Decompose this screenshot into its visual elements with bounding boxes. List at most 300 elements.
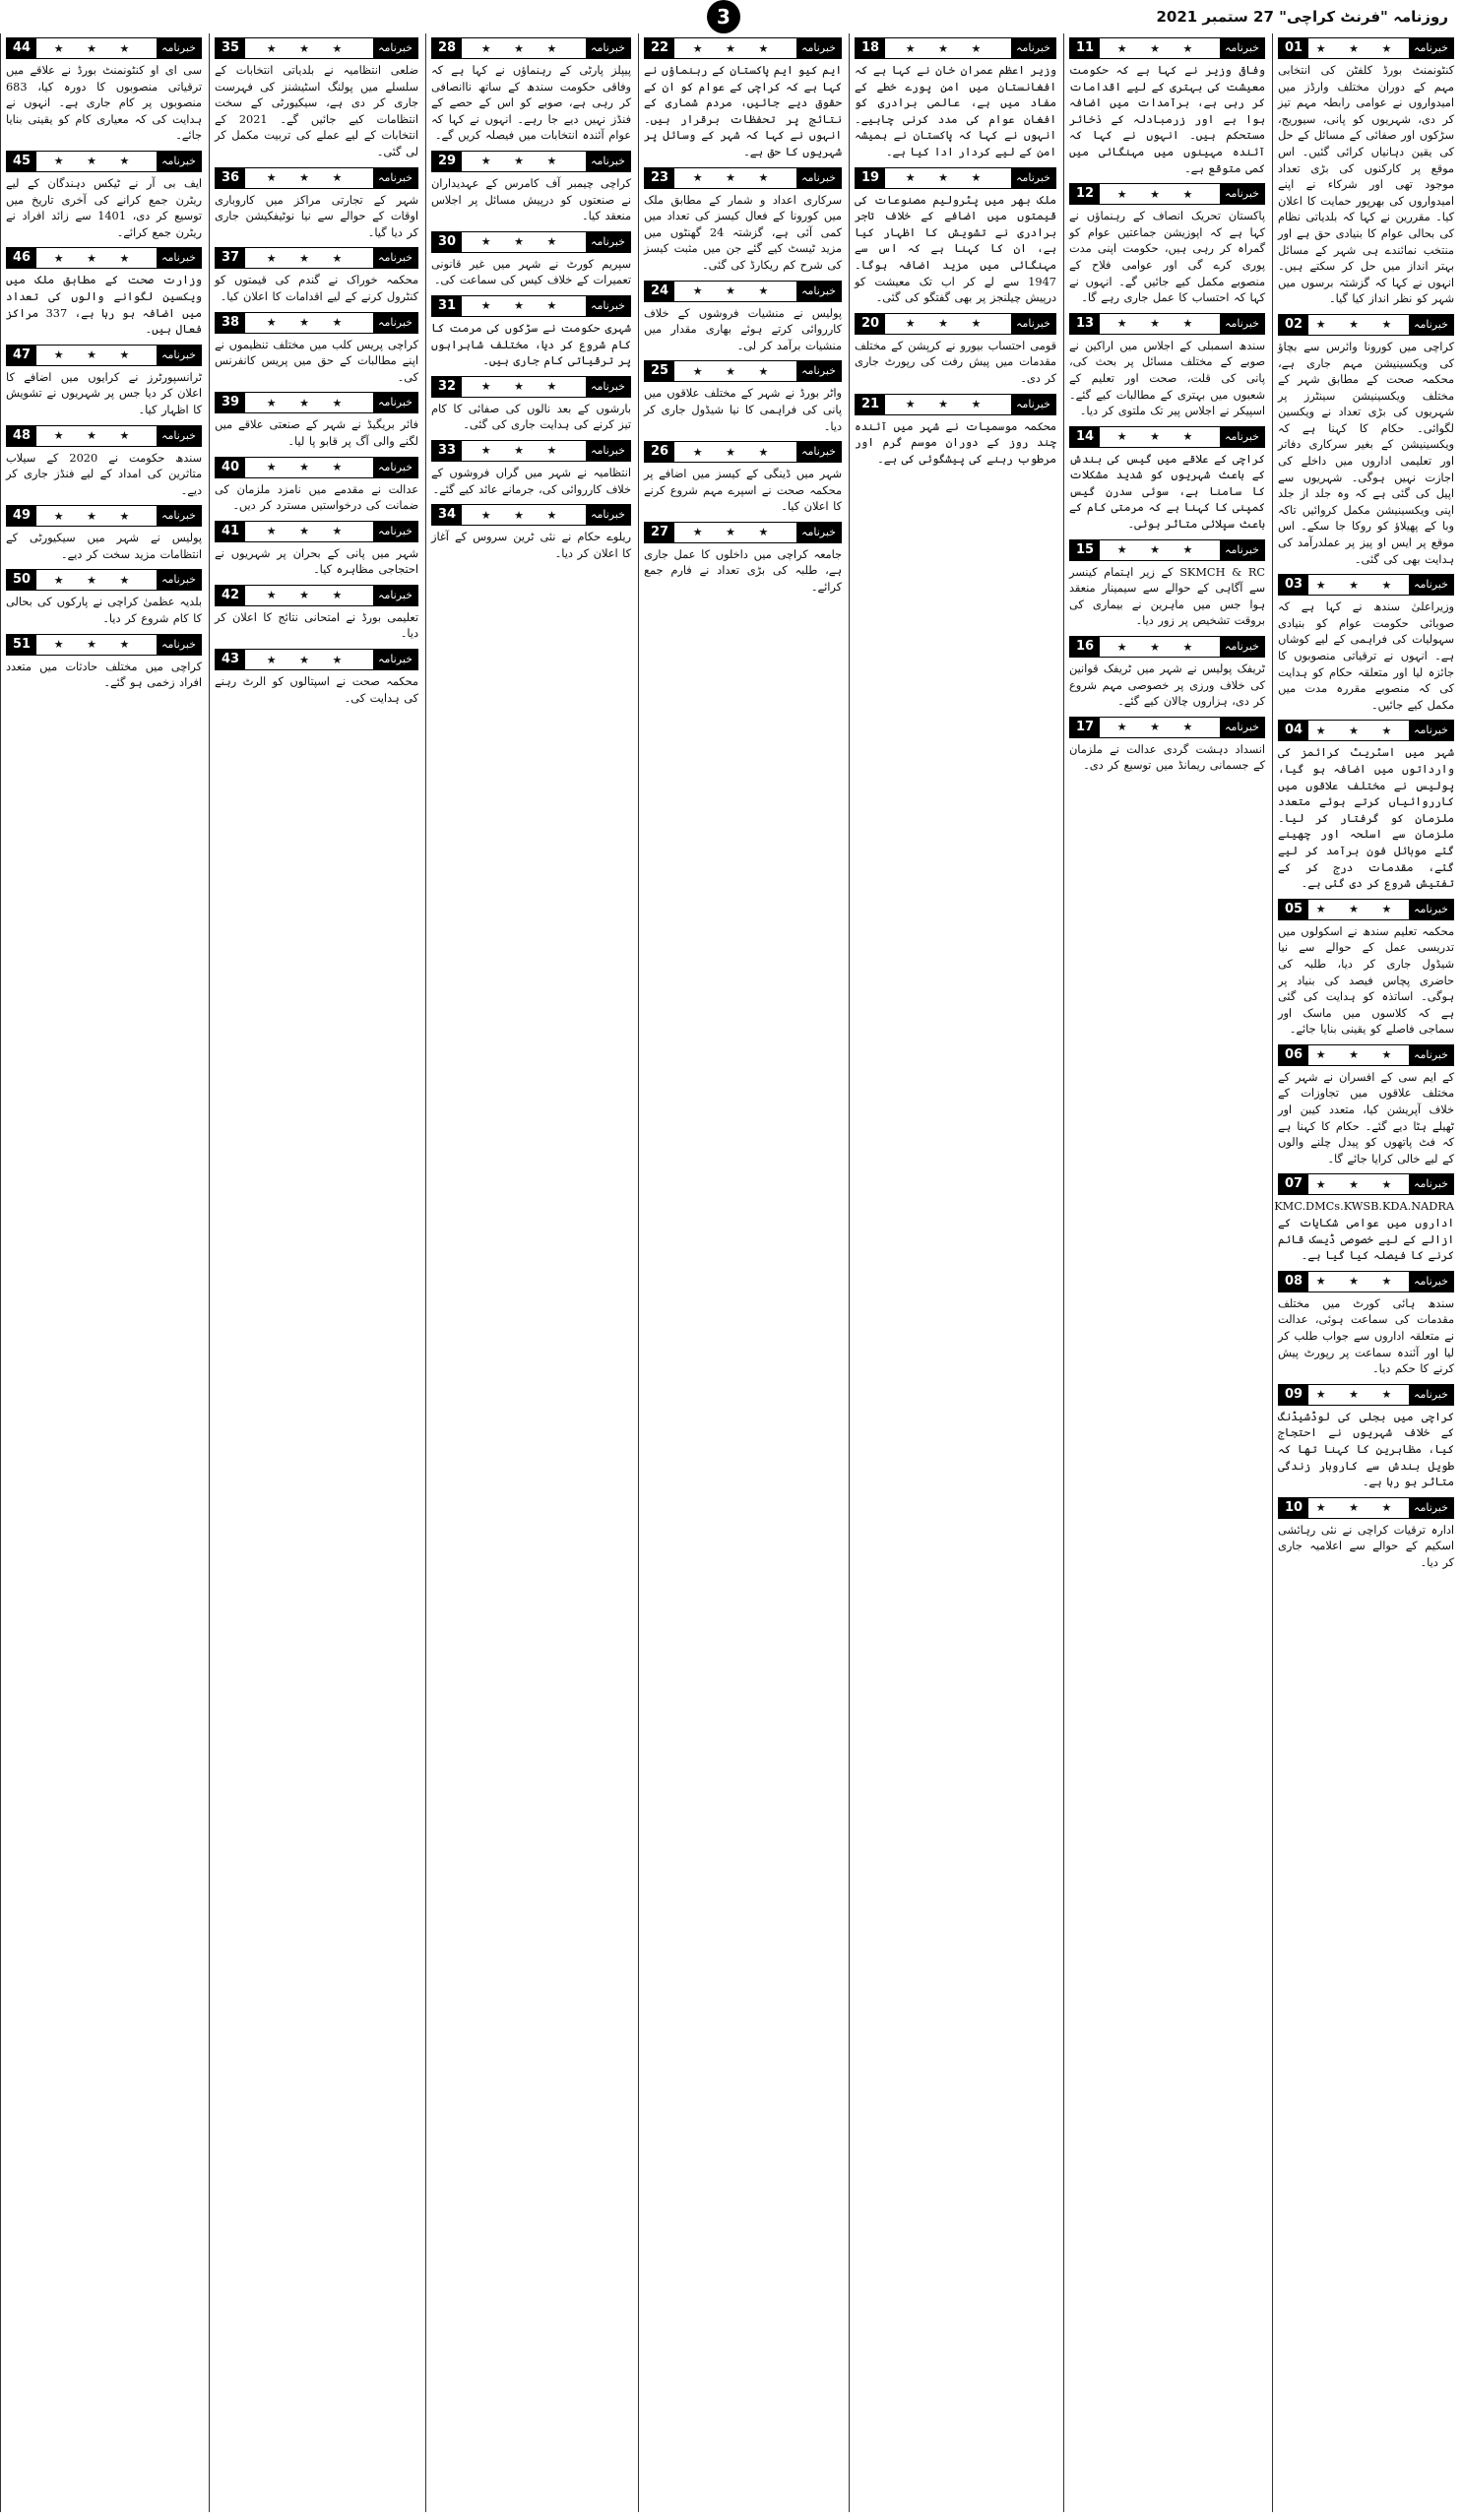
news-item-header [431, 295, 631, 317]
star-divider-icon: ★ ★ ★ [266, 171, 352, 185]
news-item-header [1069, 636, 1265, 658]
news-item-text: فائر بریگیڈ نے شہر کے صنعتی علاقے میں لگنے والی آگ پر قابو پا لیا۔ [215, 418, 418, 448]
news-item-tag: خبرنامہ [586, 505, 630, 525]
news-item-header [431, 151, 631, 172]
news-item-number: 37 [216, 248, 245, 268]
news-item-text: بلدیہ عظمیٰ کراچی نے پارکوں کی بحالی کا کام شروع کر دیا۔ [6, 596, 202, 626]
news-item-number: 24 [645, 282, 674, 301]
news-item [1274, 1173, 1454, 1264]
news-item [644, 360, 842, 435]
news-item-number: 38 [216, 313, 245, 333]
news-item [6, 151, 202, 241]
news-item-text: تعلیمی بورڈ نے امتحانی نتائج کا اعلان کر دیا۔ [215, 610, 418, 641]
news-item-header [1278, 314, 1454, 336]
news-item-header [6, 37, 202, 59]
news-item-text: کراچی میں کورونا وائرس سے بچاؤ کی ویکسینیشن مہم جاری ہے، محکمہ صحت کے مطابق شہر کے مختلف ویکسینیشن سینٹرز پر شہریوں کی بڑی تعداد نے ویکسین لگوائی۔ حکام کا کہنا ہے کہ ویکسینیشن کے بغیر سرکاری دفاتر اور تعلیمی اداروں میں داخلے کی اجازت نہیں ہوگی۔ شہریوں سے اپیل کی گئی ہے کہ وہ جلد از جلد اپنی ویکسینیشن مکمل کروائیں تاکہ وبا کے پھیلاؤ کو روکا جا سکے۔ اس موقع پر ایس او پیز پر عملدرآمد کی ہدایت بھی کی گئی۔ [1278, 340, 1454, 566]
news-item-text: سندھ حکومت نے 2020 کے سیلاب متاثرین کی امداد کے لیے فنڈز جاری کر دیے۔ [6, 451, 202, 497]
news-item [431, 231, 631, 289]
news-column [209, 33, 423, 2512]
news-item-number: 51 [7, 635, 36, 655]
news-item-header [1278, 1271, 1454, 1292]
news-item [855, 394, 1056, 469]
news-item-tag: خبرنامہ [796, 38, 841, 58]
news-item-tag: خبرنامہ [796, 168, 841, 188]
news-item-text: ادارہ ترقیات کراچی نے نئی رہائشی اسکیم کے حوالے سے اعلامیہ جاری کر دیا۔ [1278, 1523, 1454, 1569]
star-divider-icon: ★ ★ ★ [1315, 578, 1402, 592]
news-item-number: 28 [432, 38, 462, 58]
news-item [6, 634, 202, 692]
page-number: 3 [707, 0, 740, 33]
news-item [6, 569, 202, 627]
news-item-tag: خبرنامہ [157, 346, 201, 365]
news-item [431, 440, 631, 498]
news-item-number: 11 [1070, 38, 1100, 58]
news-item-tag: خبرنامہ [1409, 1498, 1453, 1518]
star-divider-icon: ★ ★ ★ [266, 525, 352, 538]
masthead [0, 0, 1462, 32]
news-item-tag: خبرنامہ [373, 38, 417, 58]
news-item [855, 37, 1056, 161]
news-item [1069, 717, 1265, 775]
news-item-tag: خبرنامہ [586, 441, 630, 461]
star-divider-icon: ★ ★ ★ [266, 461, 352, 473]
news-item-text: سرکاری اعداد و شمار کے مطابق ملک میں کورونا کے فعال کیسز کی تعداد میں کمی آئی ہے، گزشتہ 24 گھنٹوں میں مزید ٹیسٹ کیے گئے جن میں مثبت کیسز کی شرح کم ریکارڈ کی گئی۔ [644, 193, 842, 272]
news-item-header [215, 247, 418, 269]
news-item-number: 04 [1279, 721, 1308, 740]
news-item-number: 29 [432, 152, 462, 171]
news-item-number: 33 [432, 441, 462, 461]
star-divider-icon: ★ ★ ★ [266, 396, 352, 410]
news-item-text: شہر میں پانی کے بحران پر شہریوں نے احتجاجی مظاہرہ کیا۔ [215, 546, 418, 577]
news-item-text: محکمہ صحت نے اسپتالوں کو الرٹ رہنے کی ہدایت کی۔ [215, 675, 418, 705]
star-divider-icon: ★ ★ ★ [692, 364, 779, 378]
news-item-text: ریلوے حکام نے نئی ٹرین سروس کے آغاز کا اعلان کر دیا۔ [431, 531, 631, 560]
news-item-number: 23 [645, 168, 674, 188]
news-item [215, 37, 418, 161]
star-divider-icon: ★ ★ ★ [480, 41, 567, 55]
news-item-tag: خبرنامہ [1011, 168, 1055, 188]
news-item-header [1069, 717, 1265, 738]
news-column [849, 33, 1061, 2512]
news-item [215, 457, 418, 515]
news-item-number: 36 [216, 168, 245, 188]
news-item [1278, 1497, 1454, 1572]
news-item [215, 521, 418, 579]
news-item-tag: خبرنامہ [1409, 575, 1453, 595]
news-item [1069, 313, 1265, 420]
star-divider-icon: ★ ★ ★ [480, 508, 567, 522]
star-divider-icon: ★ ★ ★ [480, 444, 567, 458]
news-item [1278, 899, 1454, 1039]
news-item-tag: خبرنامہ [1220, 314, 1264, 334]
news-item-number: 03 [1279, 575, 1308, 595]
star-divider-icon: ★ ★ ★ [692, 526, 779, 539]
news-item-header [431, 376, 631, 398]
star-divider-icon: ★ ★ ★ [266, 316, 352, 330]
star-divider-icon: ★ ★ ★ [53, 251, 140, 265]
news-item [644, 441, 842, 516]
news-item-text: کراچی پریس کلب میں مختلف تنظیموں نے اپنے مطالبات کے حق میں پریس کانفرنس کی۔ [215, 338, 418, 384]
news-item [1278, 37, 1454, 308]
news-item-number: 01 [1279, 38, 1308, 58]
news-item-header [215, 37, 418, 59]
news-item-tag: خبرنامہ [1011, 314, 1055, 334]
news-item-text: وزارت صحت کے مطابق ملک میں ویکسین لگوانے والوں کی تعداد میں اضافہ ہو رہا ہے، 337 مراکز فعال ہیں۔ [6, 274, 202, 337]
news-item [431, 151, 631, 225]
news-item-number: 34 [432, 505, 462, 525]
star-divider-icon: ★ ★ ★ [1116, 41, 1203, 55]
star-divider-icon: ★ ★ ★ [53, 429, 140, 442]
news-item-tag: خبرنامہ [373, 393, 417, 412]
star-divider-icon: ★ ★ ★ [905, 317, 991, 331]
news-item-tag: خبرنامہ [1409, 721, 1453, 740]
news-item-number: 14 [1070, 427, 1100, 447]
news-item-header [215, 457, 418, 478]
news-item [1069, 426, 1265, 534]
news-item [431, 295, 631, 370]
news-item-tag: خبرنامہ [373, 458, 417, 477]
news-item-header [855, 167, 1056, 189]
news-item-header [431, 37, 631, 59]
news-item [6, 247, 202, 338]
news-item [431, 376, 631, 434]
star-divider-icon: ★ ★ ★ [480, 155, 567, 168]
news-item [431, 504, 631, 562]
news-item-tag: خبرنامہ [373, 248, 417, 268]
news-item [6, 345, 202, 419]
star-divider-icon: ★ ★ ★ [53, 509, 140, 523]
news-item-tag: خبرنامہ [1220, 718, 1264, 737]
news-item-number: 35 [216, 38, 245, 58]
news-item [855, 313, 1056, 388]
news-item-header [644, 37, 842, 59]
news-item-number: 18 [856, 38, 885, 58]
news-item-number: 08 [1279, 1272, 1308, 1292]
news-item-number: 32 [432, 377, 462, 397]
news-item-number: 39 [216, 393, 245, 412]
news-item [1278, 1384, 1454, 1491]
news-item [644, 522, 842, 597]
star-divider-icon: ★ ★ ★ [53, 41, 140, 55]
news-item [644, 37, 842, 161]
news-item-text: پاکستان تحریک انصاف کے رہنماؤں نے کہا ہے کہ اپوزیشن جماعتیں عوام کو گمراہ کر رہی ہیں، حکومت اپنی مدت پوری کرے گی اور عوامی فلاح کے منصوبے مکمل کیے جائیں گے۔ انہوں نے کہا کہ احتساب کا عمل جاری رہے گا۔ [1069, 210, 1265, 305]
news-item-tag: خبرنامہ [373, 586, 417, 605]
news-item-tag: خبرنامہ [157, 426, 201, 446]
star-divider-icon: ★ ★ ★ [53, 348, 140, 362]
star-divider-icon: ★ ★ ★ [1315, 1275, 1402, 1289]
news-item-tag: خبرنامہ [157, 152, 201, 171]
news-item-header [855, 37, 1056, 59]
news-item-text: کراچی کے علاقے میں گیس کی بندش کے باعث شہریوں کو شدید مشکلات کا سامنا ہے، سوئی سدرن گیس کمپنی کا کہنا ہے کہ مرمتی کام کے باعث سپلائی متاثر ہوئی۔ [1069, 452, 1265, 532]
news-item-tag: خبرنامہ [1011, 395, 1055, 414]
news-item-tag: خبرنامہ [157, 570, 201, 590]
news-item [215, 649, 418, 707]
news-item [644, 167, 842, 275]
news-item-number: 49 [7, 506, 36, 526]
news-item [215, 585, 418, 643]
star-divider-icon: ★ ★ ★ [266, 589, 352, 602]
news-item-tag: خبرنامہ [796, 523, 841, 542]
star-divider-icon: ★ ★ ★ [480, 380, 567, 394]
news-item-text: سندھ اسمبلی کے اجلاس میں اراکین نے صوبے کے مختلف مسائل پر بحث کی، پانی کی قلت، صحت اور تعلیم کے شعبوں میں بہتری کے مطالبات کیے گئے۔ اسپیکر نے اجلاس پیر تک ملتوی کر دیا۔ [1069, 339, 1265, 418]
news-item-tag: خبرنامہ [796, 361, 841, 381]
news-item-text: وفاقی وزیر نے کہا ہے کہ حکومت معیشت کی بہتری کے لیے اقدامات کر رہی ہے، برآمدات میں اضافہ ہوا ہے اور زرمبادلہ کے ذخائر مستحکم ہیں۔ انہوں نے کہا کہ آئندہ مہینوں میں مہنگائی میں کمی متوقع ہے۔ [1069, 64, 1265, 175]
news-item-text: شہری حکومت نے سڑکوں کی مرمت کا کام شروع کر دیا، مختلف شاہراہوں پر ترقیاتی کام جاری ہیں۔ [431, 321, 631, 368]
news-item-header [431, 440, 631, 462]
news-item-text: کے ایم سی کے افسران نے شہر کے مختلف علاقوں میں تجاوزات کے خلاف آپریشن کیا، متعدد کیبن اور ٹھیلے ہٹا دیے گئے۔ حکام کا کہنا ہے کہ فٹ پاتھوں کو پیدل چلنے والوں کے لیے خالی کرایا جائے گا۔ [1278, 1070, 1454, 1166]
news-item-number: 13 [1070, 314, 1100, 334]
news-item-header [1278, 1173, 1454, 1195]
news-item-header [215, 585, 418, 606]
news-item-header [215, 312, 418, 334]
news-item-text: ملک بھر میں پٹرولیم مصنوعات کی قیمتوں میں اضافے کے خلاف تاجر برادری نے تشویش کا اظہار کیا ہے، ان کا کہنا ہے کہ اس سے مہنگائی میں مزید اضافہ ہوگا۔ 1947 سے لے کر اب تک معیشت کو درپیش چیلنجز پر بھی گفتگو کی گئی۔ [855, 193, 1056, 305]
news-item-text: واٹر بورڈ نے شہر کے مختلف علاقوں میں پانی کی فراہمی کا نیا شیڈول جاری کر دیا۔ [644, 387, 842, 433]
news-item-number: 27 [645, 523, 674, 542]
news-item-header [1069, 37, 1265, 59]
star-divider-icon: ★ ★ ★ [1116, 543, 1203, 557]
news-item-text: قومی احتساب بیورو نے کرپشن کے مختلف مقدمات میں پیش رفت کی رپورٹ جاری کر دی۔ [855, 339, 1056, 385]
star-divider-icon: ★ ★ ★ [1315, 1048, 1402, 1062]
news-item-number: 43 [216, 650, 245, 669]
news-item-text: انسداد دہشت گردی عدالت نے ملزمان کے جسمانی ریمانڈ میں توسیع کر دی۔ [1069, 742, 1265, 773]
news-item-text: عدالت نے مقدمے میں نامزد ملزمان کی ضمانت کی درخواستیں مسترد کر دیں۔ [215, 482, 418, 513]
news-item-tag: خبرنامہ [1409, 1272, 1453, 1292]
news-item-header [6, 151, 202, 172]
news-item-text: انتظامیہ نے شہر میں گراں فروشوں کے خلاف کارروائی کی، جرمانے عائد کیے گئے۔ [431, 466, 631, 496]
news-item-number: 47 [7, 346, 36, 365]
news-item-tag: خبرنامہ [157, 248, 201, 268]
news-item-text: کراچی میں مختلف حادثات میں متعدد افراد زخمی ہو گئے۔ [6, 660, 202, 690]
star-divider-icon: ★ ★ ★ [1116, 721, 1203, 734]
news-item-number: 30 [432, 232, 462, 252]
news-item [1278, 574, 1454, 714]
news-item-number: 46 [7, 248, 36, 268]
news-item-tag: خبرنامہ [157, 635, 201, 655]
news-item-tag: خبرنامہ [1409, 1174, 1453, 1194]
news-item-header [1069, 539, 1265, 561]
news-item-text: وزیر اعظم عمران خان نے کہا ہے کہ افغانستان میں امن پورے خطے کے مفاد میں ہے، عالمی برادری کو افغان عوام کی مدد کرنی چاہیے۔ انہوں نے کہا کہ پاکستان نے ہمیشہ امن کے لیے کردار ادا کیا ہے۔ [855, 64, 1056, 158]
star-divider-icon: ★ ★ ★ [480, 299, 567, 313]
news-item-text: سپریم کورٹ نے شہر میں غیر قانونی تعمیرات کے خلاف کیس کی سماعت کی۔ [431, 257, 631, 287]
news-item-text: کراچی چیمبر آف کامرس کے عہدیداران نے صنعتوں کو درپیش مسائل پر اجلاس منعقد کیا۔ [431, 176, 631, 223]
news-item-header [644, 281, 842, 302]
news-item [1069, 37, 1265, 177]
news-item-number: 17 [1070, 718, 1100, 737]
news-item-header [644, 441, 842, 463]
news-item-number: 44 [7, 38, 36, 58]
news-item-tag: خبرنامہ [796, 282, 841, 301]
news-item-number: 19 [856, 168, 885, 188]
news-item-tag: خبرنامہ [373, 522, 417, 541]
star-divider-icon: ★ ★ ★ [692, 41, 779, 55]
news-item-tag: خبرنامہ [373, 650, 417, 669]
news-column [0, 33, 207, 2512]
star-divider-icon: ★ ★ ★ [266, 653, 352, 666]
news-item-header [6, 505, 202, 527]
star-divider-icon: ★ ★ ★ [905, 41, 991, 55]
news-item-tag: خبرنامہ [586, 232, 630, 252]
news-item-header [1069, 426, 1265, 448]
star-divider-icon: ★ ★ ★ [53, 573, 140, 587]
news-item-text: پیپلز پارٹی کے رہنماؤں نے کہا ہے کہ وفاقی حکومت سندھ کے ساتھ ناانصافی کر رہی ہے، صوبے کو اس کے حصے کے فنڈز نہیں دیے جا رہے۔ انہوں نے کہا کہ عوام آئندہ انتخابات میں فیصلہ کریں گے۔ [431, 64, 631, 143]
news-item-tag: خبرنامہ [586, 377, 630, 397]
news-column [1063, 33, 1270, 2512]
news-item-header [1278, 720, 1454, 741]
news-item [1069, 636, 1265, 711]
news-item-tag: خبرنامہ [1220, 38, 1264, 58]
star-divider-icon: ★ ★ ★ [480, 235, 567, 249]
news-item-text: ٹریفک پولیس نے شہر میں ٹریفک قوانین کی خلاف ورزی پر خصوصی مہم شروع کر دی، ہزاروں چالان کیے گئے۔ [1069, 662, 1265, 709]
news-item-text: محکمہ تعلیم سندھ نے اسکولوں میں تدریسی عمل کے حوالے سے نیا شیڈول جاری کر دیا، طلبہ کی حاضری پچاس فیصد کی بنیاد پر ہوگی۔ اساتذہ کو ہدایت کی گئی ہے کہ کلاسوں میں ماسک اور سماجی فاصلے کو یقینی بنایا جائے۔ [1278, 924, 1454, 1037]
news-item-tag: خبرنامہ [1011, 38, 1055, 58]
news-item-number: 31 [432, 296, 462, 316]
news-item-number: 05 [1279, 900, 1308, 919]
news-item-header [6, 569, 202, 591]
news-item-number: 48 [7, 426, 36, 446]
news-item-tag: خبرنامہ [157, 506, 201, 526]
star-divider-icon: ★ ★ ★ [1315, 1388, 1402, 1402]
star-divider-icon: ★ ★ ★ [692, 445, 779, 459]
news-item-tag: خبرنامہ [586, 296, 630, 316]
news-item-number: 21 [856, 395, 885, 414]
news-item [644, 281, 842, 355]
news-item-tag: خبرنامہ [373, 313, 417, 333]
news-item-text: سی ای او کنٹونمنٹ بورڈ نے علاقے میں ترقیاتی منصوبوں کا دورہ کیا، 683 منصوبوں پر کام جاری ہے۔ انہوں نے ہدایت کی کہ معیاری کام کو یقینی بنایا جائے۔ [6, 64, 202, 143]
news-item-header [855, 313, 1056, 335]
news-item-text: شہر میں ڈینگی کے کیسز میں اضافے پر محکمہ صحت نے اسپرے مہم شروع کرنے کا اعلان کیا۔ [644, 468, 842, 514]
star-divider-icon: ★ ★ ★ [1116, 430, 1203, 444]
news-item-header [1278, 37, 1454, 59]
star-divider-icon: ★ ★ ★ [905, 398, 991, 410]
star-divider-icon: ★ ★ ★ [905, 171, 991, 185]
news-item-header [215, 392, 418, 413]
news-item-number: 09 [1279, 1385, 1308, 1405]
news-item-text: سندھ ہائی کورٹ میں مختلف مقدمات کی سماعت ہوئی، عدالت نے متعلقہ اداروں سے جواب طلب کر لیا اور آئندہ سماعت پر رپورٹ پیش کرنے کا حکم دیا۔ [1278, 1296, 1454, 1376]
news-item-header [431, 231, 631, 253]
news-item-text: ٹرانسپورٹرز نے کرایوں میں اضافے کا اعلان کر دیا جس پر شہریوں نے تشویش کا اظہار کیا۔ [6, 370, 202, 416]
news-item-number: 41 [216, 522, 245, 541]
news-item-header [644, 360, 842, 382]
news-column [425, 33, 636, 2512]
news-item [215, 247, 418, 305]
news-item-header [644, 167, 842, 189]
news-item-header [215, 167, 418, 189]
news-item-number: 50 [7, 570, 36, 590]
news-item-header [1278, 1044, 1454, 1066]
news-item-header [6, 634, 202, 656]
news-item-tag: خبرنامہ [157, 38, 201, 58]
star-divider-icon: ★ ★ ★ [266, 41, 352, 55]
news-item [1278, 1271, 1454, 1378]
news-item-header [1069, 313, 1265, 335]
news-item-tag: خبرنامہ [1220, 427, 1264, 447]
star-divider-icon: ★ ★ ★ [1116, 317, 1203, 331]
news-item-tag: خبرنامہ [1220, 540, 1264, 560]
star-divider-icon: ★ ★ ★ [1116, 640, 1203, 654]
news-item-number: 06 [1279, 1045, 1308, 1065]
news-item-number: 22 [645, 38, 674, 58]
news-item-text: محکمہ موسمیات نے شہر میں آئندہ چند روز کے دوران موسم گرم اور مرطوب رہنے کی پیشگوئی کی ہے۔ [855, 419, 1056, 466]
news-item [215, 392, 418, 450]
news-item-tag: خبرنامہ [1220, 184, 1264, 204]
star-divider-icon: ★ ★ ★ [1315, 724, 1402, 737]
star-divider-icon: ★ ★ ★ [1315, 318, 1402, 332]
star-divider-icon: ★ ★ ★ [692, 171, 779, 185]
news-item-text: شہر کے تجارتی مراکز میں کاروباری اوقات کے حوالے سے نیا نوٹیفکیشن جاری کر دیا گیا۔ [215, 193, 418, 239]
star-divider-icon: ★ ★ ★ [1315, 1501, 1402, 1515]
news-item-text: ضلعی انتظامیہ نے بلدیاتی انتخابات کے سلسلے میں پولنگ اسٹیشنز کی فہرست جاری کر دی ہے، سیکیورٹی کے سخت انتظامات کیے جائیں گے۔ 2021 کے انتخابات کے لیے عملے کی تربیت مکمل کر لی گئی۔ [215, 64, 418, 158]
star-divider-icon: ★ ★ ★ [266, 251, 352, 265]
news-item-number: 02 [1279, 315, 1308, 335]
star-divider-icon: ★ ★ ★ [692, 284, 779, 298]
star-divider-icon: ★ ★ ★ [53, 638, 140, 652]
news-item-number: 07 [1279, 1174, 1308, 1194]
news-item-number: 25 [645, 361, 674, 381]
news-item-tag: خبرنامہ [1409, 38, 1453, 58]
news-item [215, 312, 418, 387]
news-item-tag: خبرنامہ [1409, 1385, 1453, 1405]
news-item-header [215, 521, 418, 542]
news-item [215, 167, 418, 242]
news-item [855, 167, 1056, 307]
news-item-header [6, 345, 202, 366]
news-item-text: کراچی میں بجلی کی لوڈشیڈنگ کے خلاف شہریوں نے احتجاج کیا، مظاہرین کا کہنا تھا کہ طویل بندش سے کاروبار زندگی متاثر ہو رہا ہے۔ [1278, 1410, 1454, 1489]
news-item-number: 12 [1070, 184, 1100, 204]
news-item-number: 20 [856, 314, 885, 334]
star-divider-icon: ★ ★ ★ [53, 155, 140, 168]
star-divider-icon: ★ ★ ★ [1315, 1177, 1402, 1191]
news-item-tag: خبرنامہ [586, 38, 630, 58]
news-item-header [1278, 1384, 1454, 1406]
news-column [1272, 33, 1459, 2512]
news-column [638, 33, 847, 2512]
news-item-header [1278, 899, 1454, 920]
news-item-text: پولیس نے منشیات فروشوں کے خلاف کارروائی کرتے ہوئے بھاری مقدار میں منشیات برآمد کر لی۔ [644, 306, 842, 352]
news-item-tag: خبرنامہ [1409, 1045, 1453, 1065]
news-item-number: 10 [1279, 1498, 1308, 1518]
star-divider-icon: ★ ★ ★ [1116, 187, 1203, 201]
news-item [1069, 183, 1265, 307]
news-item [1069, 539, 1265, 630]
news-item-tag: خبرنامہ [586, 152, 630, 171]
news-item-header [1278, 1497, 1454, 1519]
news-item-text: جامعہ کراچی میں داخلوں کا عمل جاری ہے، طلبہ کی بڑی تعداد نے فارم جمع کرائے۔ [644, 547, 842, 595]
news-item-text: محکمہ خوراک نے گندم کی قیمتوں کو کنٹرول کرنے کے لیے اقدامات کا اعلان کیا۔ [215, 274, 418, 303]
news-item-number: 42 [216, 586, 245, 605]
news-item-header [1069, 183, 1265, 205]
news-item-text: پولیس نے شہر میں سیکیورٹی کے انتظامات مزید سخت کر دیے۔ [6, 532, 202, 561]
news-item-header [855, 394, 1056, 415]
news-item-tag: خبرنامہ [1220, 637, 1264, 657]
news-item-number: 16 [1070, 637, 1100, 657]
news-item [1278, 720, 1454, 892]
news-item-tag: خبرنامہ [1409, 315, 1453, 335]
news-item-header [431, 504, 631, 526]
news-item-text: وزیراعلیٰ سندھ نے کہا ہے کہ صوبائی حکومت عوام کو بنیادی سہولیات کی فراہمی کے لیے کوشاں ہے۔ انہوں نے ترقیاتی منصوبوں کا جائزہ لیا اور متعلقہ حکام کو ہدایت کی کہ منصوبے مقررہ مدت میں مکمل کیے جائیں۔ [1278, 600, 1454, 712]
news-item-text: SKMCH & RC کے زیر اہتمام کینسر سے آگاہی کے حوالے سے سیمینار منعقد ہوا جس میں ماہرین نے بیماری کی بروقت تشخیص پر زور دیا۔ [1069, 565, 1265, 628]
news-item-tag: خبرنامہ [796, 442, 841, 462]
star-divider-icon: ★ ★ ★ [1315, 903, 1402, 916]
news-item-text: شہر میں اسٹریٹ کرائمز کی وارداتوں میں اضافہ ہو گیا، پولیس نے مختلف علاقوں میں کارروائیاں کرتے ہوئے متعدد ملزمان کو گرفتار کر لیا۔ ملزمان سے اسلحہ اور چھینے گئے موبائل فون برآمد کر لیے گئے، مقدمات درج کر کے تفتیش شروع کر دی گئی ہے۔ [1278, 746, 1454, 891]
news-item-text: ایف بی آر نے ٹیکس دہندگان کے لیے ریٹرن جمع کرانے کی آخری تاریخ میں توسیع کر دی، 1401 سے زائد افراد نے ریٹرن جمع کرائے۔ [6, 176, 202, 239]
news-item-text: ایم کیو ایم پاکستان کے رہنماؤں نے کہا ہے کہ کراچی کے عوام کو ان کے حقوق دیے جائیں، مردم شماری کے نتائج پر تحفظات برقرار ہیں۔ انہوں نے کہا کہ شہر کے وسائل پر شہریوں کا حق ہے۔ [644, 64, 842, 158]
news-item-tag: خبرنامہ [373, 168, 417, 188]
news-item [6, 425, 202, 500]
news-item-header [6, 425, 202, 447]
star-divider-icon: ★ ★ ★ [1315, 41, 1402, 55]
news-item [431, 37, 631, 145]
news-item-text: کنٹونمنٹ بورڈ کلفٹن کی انتخابی مہم کے دوران مختلف وارڈز میں امیدواروں نے عوامی رابطہ مہم تیز کر دی، شہریوں کو پانی، سیوریج، سڑکوں اور صفائی کے مسائل کے حل کی یقین دہانیاں کرائی گئیں۔ اس موقع پر کارکنوں کی بڑی تعداد موجود تھی اور شرکاء نے اپنے امیدواروں کی بھرپور حمایت کا اعلان کیا۔ مقررین نے کہا کہ بلدیاتی نظام کی بحالی عوام کا بنیادی حق ہے اور منتخب نمائندے ہی شہر کے مسائل بہتر انداز میں حل کر سکتے ہیں۔ انہوں نے کہا کہ گزشتہ برسوں میں شہر کو نظر انداز کیا گیا۔ [1278, 64, 1454, 306]
